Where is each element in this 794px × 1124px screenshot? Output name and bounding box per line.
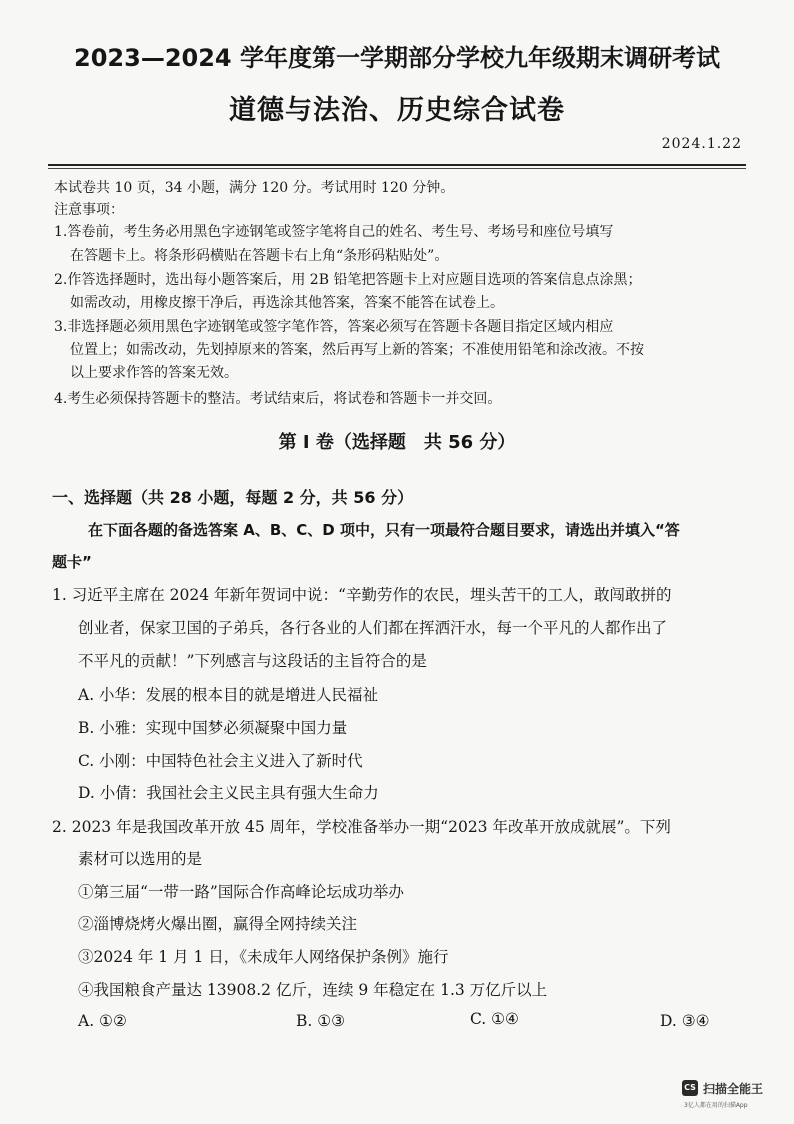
question-2-text: 2. 2023 年是我国改革开放 45 周年，学校准备举办一期“2023 年改革开放成就展”。下列 (52, 818, 671, 836)
instruction-line: 题卡” (52, 553, 92, 571)
instruction-line: 在下面各题的备选答案 A、B、C、D 项中，只有一项最符合题目要求，请选出并填入“答 (88, 521, 680, 539)
question-1-option: D. 小倩：我国社会主义民主具有强大生命力 (78, 784, 379, 802)
question-1-text: 创业者，保家卫国的子弟兵，各行各业的人们都在挥洒汗水，每一个平凡的人都作出了 (78, 619, 668, 637)
section-heading: 第 I 卷（选择题 共 56 分） (278, 432, 516, 453)
notes-heading: 注意事项： (54, 202, 124, 218)
scanner-tagline: 3亿人都在用的扫描App (684, 1102, 748, 1109)
exam-subtitle: 道德与法治、历史综合试卷 (229, 95, 565, 126)
question-2-text: 素材可以选用的是 (78, 850, 203, 868)
scanner-brand: 扫描全能王 (703, 1082, 764, 1096)
question-2-item: ②淄博烧烤火爆出圈，赢得全网持续关注 (78, 915, 358, 933)
question-1-option: C. 小刚：中国特色社会主义进入了新时代 (78, 752, 363, 770)
note-line: 位置上；如需改动，先划掉原来的答案，然后再写上新的答案；不准使用铅笔和涂改液。不按 (70, 342, 644, 358)
note-line: 3.非选择题必须用黑色字迹钢笔或签字笔作答，答案必须写在答题卡各题目指定区域内相应 (54, 319, 614, 335)
question-2-choice: B. ①③ (296, 1012, 346, 1030)
exam-title: 2023—2024 学年度第一学期部分学校九年级期末调研考试 (74, 44, 720, 72)
question-2-item: ①第三届“一带一路”国际合作高峰论坛成功举办 (78, 883, 404, 901)
question-2-item: ③2024 年 1 月 1 日，《未成年人网络保护条例》施行 (78, 948, 449, 966)
question-2-item: ④我国粮食产量达 13908.2 亿斤，连续 9 年稳定在 1.3 万亿斤以上 (78, 981, 548, 999)
question-2-choice: D. ③④ (660, 1012, 710, 1030)
note-line: 1.答卷前，考生务必用黑色字迹钢笔或签字笔将自己的姓名、考生号、考场号和座位号填写 (54, 224, 614, 240)
question-2-choice: A. ①② (78, 1012, 127, 1030)
header-rule-thin (48, 168, 746, 169)
note-line: 如需改动，用橡皮擦干净后，再选涂其他答案，答案不能答在试卷上。 (70, 295, 504, 311)
question-2-choice: C. ①④ (470, 1010, 519, 1028)
notes-intro: 本试卷共 10 页，34 小题，满分 120 分。考试用时 120 分钟。 (54, 180, 455, 196)
note-line: 以上要求作答的答案无效。 (70, 365, 238, 381)
question-1-option: B. 小雅：实现中国梦必须凝聚中国力量 (78, 719, 348, 737)
note-line: 4.考生必须保持答题卡的整洁。考试结束后，将试卷和答题卡一并交回。 (54, 391, 502, 407)
header-rule-thick (48, 164, 746, 166)
note-line: 在答题卡上。将条形码横贴在答题卡右上角“条形码粘贴处”。 (70, 248, 449, 264)
note-line: 2.作答选择题时，选出每小题答案后，用 2B 铅笔把答题卡上对应题目选项的答案信息点涂黑； (54, 272, 642, 288)
scanner-logo-icon: CS (682, 1080, 698, 1096)
question-1-text: 1. 习近平主席在 2024 年新年贺词中说：“辛勤劳作的农民，埋头苦干的工人，敢闯敢拼的 (52, 586, 672, 604)
question-1-text: 不平凡的贡献！”下列感言与这段话的主旨符合的是 (78, 652, 427, 670)
part-title: 一、选择题（共 28 小题，每题 2 分，共 56 分） (52, 488, 414, 507)
question-1-option: A. 小华：发展的根本目的就是增进人民福祉 (78, 686, 379, 704)
exam-date: 2024.1.22 (661, 136, 742, 152)
